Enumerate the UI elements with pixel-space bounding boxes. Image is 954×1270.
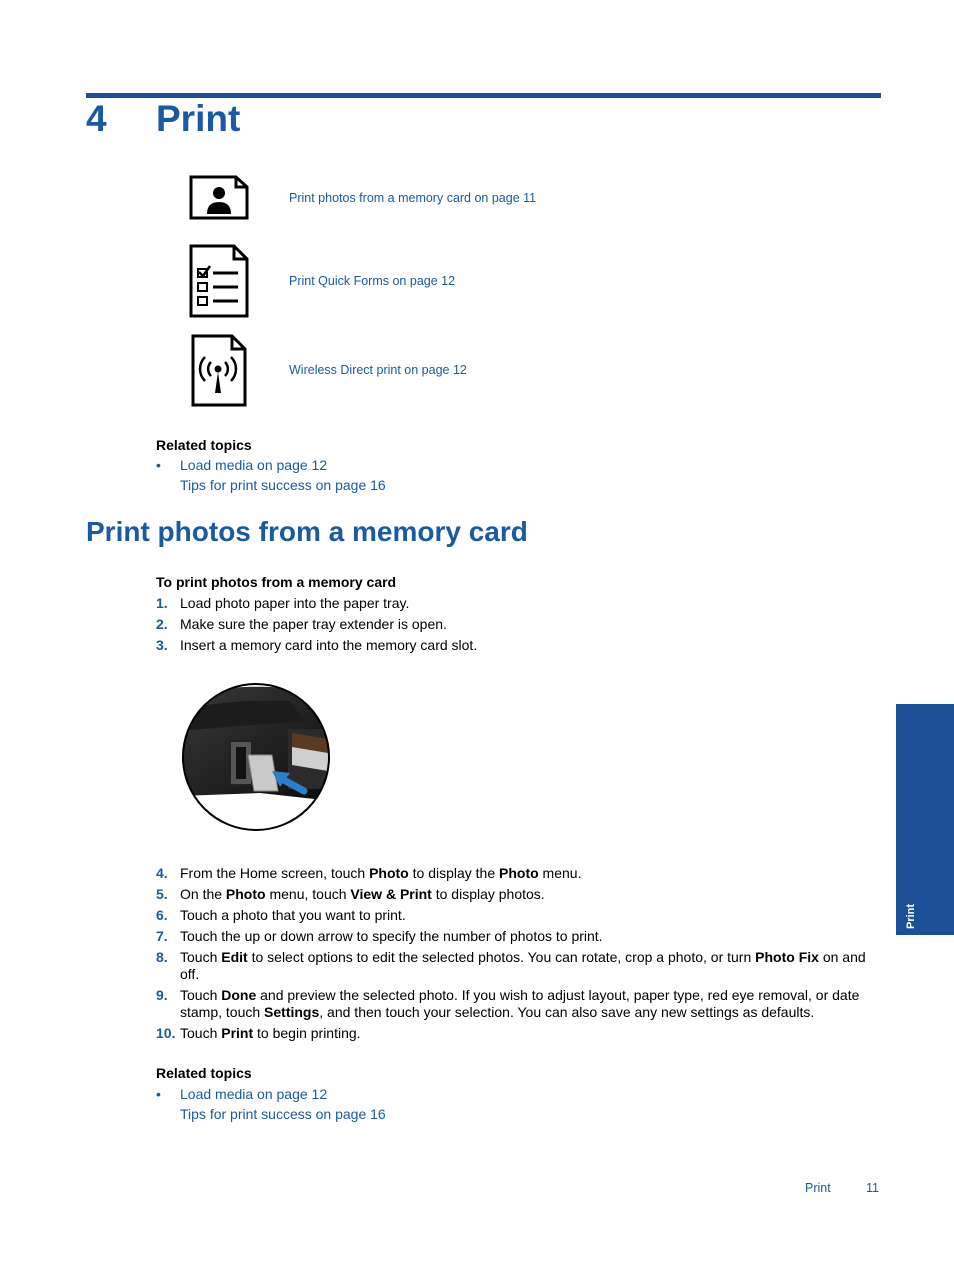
link-load-media[interactable]: Load media on page 12 [180,457,328,473]
step-item [156,907,876,924]
step-number: 6. [156,907,168,923]
memory-card-illustration [180,681,332,838]
procedure-heading: To print photos from a memory card [156,574,397,590]
step-item [156,616,876,633]
section-title: Print photos from a memory card [86,516,528,547]
chapter-number: 4 [86,98,107,139]
step-text: Touch the up or down arrow to specify the number of photos to print. [180,928,603,944]
bullet: • [156,1086,161,1102]
step-text: Touch Print to begin printing. [180,1025,361,1041]
step-item [156,637,876,654]
chapter-heading [86,98,240,142]
forms-icon-row [188,243,250,319]
step-text: On the Photo menu, touch View & Print to display photos. [180,886,545,902]
step-number: 3. [156,637,168,653]
list-item [156,475,386,495]
checklist-document-icon [188,243,250,319]
step-item [156,865,876,882]
step-text: Insert a memory card into the memory card slot. [180,637,478,653]
photo-icon-row [188,174,250,222]
related-topics-list [156,1084,386,1124]
step-number: 2. [156,616,168,632]
step-item [156,949,876,983]
steps-list-a [156,595,876,654]
step-text: Load photo paper into the paper tray. [180,595,410,611]
link-wireless-direct[interactable]: Wireless Direct print on page 12 [289,363,467,377]
step-number: 5. [156,886,168,902]
chapter-side-tab [896,704,954,935]
bullet: • [156,457,161,473]
link-quick-forms[interactable]: Print Quick Forms on page 12 [289,274,456,288]
step-item [156,1025,876,1042]
step-item [156,928,876,945]
step-text: Touch Done and preview the selected photo. If you wish to adjust layout, paper type, red eye removal, or date stamp, touch Settings, and then touch your selection. You can also save any new settings as defaults. [180,987,860,1020]
related-topics-list [156,455,386,495]
chapter-title: Print [156,98,241,139]
related-topics-heading: Related topics [156,1065,252,1081]
step-text: Touch a photo that you want to print. [180,907,406,923]
step-item [156,595,876,612]
step-text: Touch Edit to select options to edit the selected photos. You can rotate, crop a photo, or turn Photo Fix on and off. [180,949,866,982]
list-item [156,1084,386,1104]
step-number: 7. [156,928,168,944]
link-tips-print-success[interactable]: Tips for print success on page 16 [180,477,386,493]
step-text: Make sure the paper tray extender is open. [180,616,447,632]
step-text: From the Home screen, touch Photo to display the Photo menu. [180,865,582,881]
step-item [156,987,876,1021]
steps-list-b [156,865,876,1042]
related-topics-heading: Related topics [156,437,252,453]
step-number: 1. [156,595,168,611]
link-tips-print-success[interactable]: Tips for print success on page 16 [180,1106,386,1122]
side-tab-label: Print [905,903,917,929]
photo-document-icon [188,174,250,222]
footer-section: Print [805,1181,831,1195]
step-number: 10. [156,1025,176,1041]
wireless-icon-row [188,333,250,408]
link-print-photos[interactable]: Print photos from a memory card on page 11 [289,191,537,205]
page-number: 11 [866,1181,879,1195]
wireless-document-icon [188,333,250,408]
step-number: 4. [156,865,168,881]
link-load-media[interactable]: Load media on page 12 [180,1086,328,1102]
list-item [156,1104,386,1124]
step-number: 9. [156,987,168,1003]
step-item [156,886,876,903]
step-number: 8. [156,949,168,965]
list-item [156,455,386,475]
